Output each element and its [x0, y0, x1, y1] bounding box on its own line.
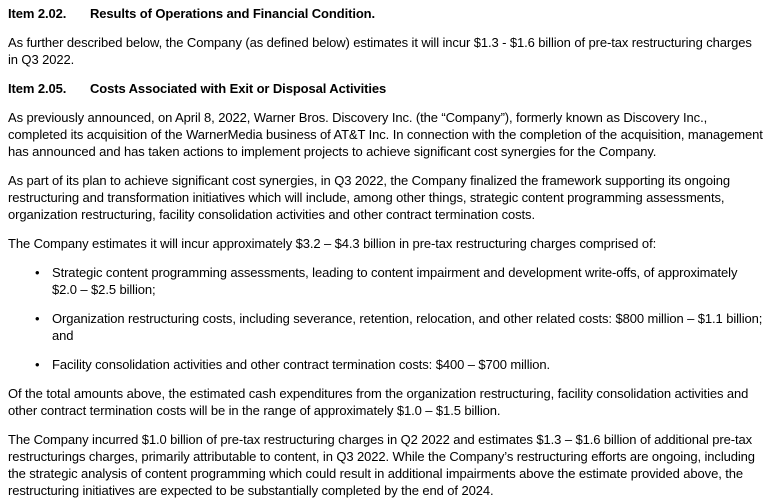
- list-item-facility-consolidation: [8, 356, 765, 373]
- item-2-05-title: Costs Associated with Exit or Disposal Activities: [90, 81, 387, 96]
- bullet-text-organization-restructuring: Organization restructuring costs, including severance, retention, relocation, and other related costs: $800 million – $1.1 billion; and: [52, 311, 763, 343]
- section-heading-item-2-02: [8, 5, 765, 22]
- bullet-icon: •: [35, 311, 40, 326]
- paragraph-pretax-estimate: As further described below, the Company (as defined below) estimates it will incur $1.3 - $1.6 billion of pre-tax restructuring charges in Q3 2022.: [8, 35, 752, 67]
- paragraph-cost-synergies-plan: As part of its plan to achieve significant cost synergies, in Q3 2022, the Company finalized the framework supporting its ongoing restructuring and transformation initiatives which will include, among other things, strategic content programming assessments, organization restructuring, facility consolidation activities and other contract termination costs.: [8, 173, 731, 222]
- list-item-organization-restructuring: [8, 310, 765, 344]
- bullet-text-facility-consolidation: Facility consolidation activities and other contract termination costs: $400 – $700 million.: [52, 357, 551, 372]
- paragraph-cash-expenditures: Of the total amounts above, the estimated cash expenditures from the organization restructuring, facility consolidation activities and other contract termination costs will be in the range of approximately $1.0 – $1.5 billion.: [8, 386, 749, 418]
- list-item-content-programming: [8, 264, 765, 298]
- paragraph-q2-charges-outlook: The Company incurred $1.0 billion of pre-tax restructuring charges in Q2 2022 and estimates $1.3 – $1.6 billion of additional pre-tax restructurings charges, primarily attributable to content, in Q3 2022. While the Company’s restructuring efforts are ongoing, including the strategic analysis of content programming which could result in additional impairments above the estimate provided above, the restructuring initiatives are expected to be substantially completed by the end of 2024.: [8, 432, 755, 498]
- bullet-icon: •: [35, 357, 40, 372]
- item-2-02-number: Item 2.02.: [8, 6, 67, 21]
- item-2-05-number: Item 2.05.: [8, 81, 67, 96]
- bullet-text-content-programming: Strategic content programming assessments, leading to content impairment and development write-offs, of approximately $2.0 – $2.5 billion;: [52, 265, 738, 297]
- bullet-icon: •: [35, 265, 40, 280]
- item-2-02-title: Results of Operations and Financial Condition.: [90, 6, 376, 21]
- section-heading-item-2-05: [8, 80, 765, 97]
- paragraph-acquisition-background: As previously announced, on April 8, 2022, Warner Bros. Discovery Inc. (the “Company”), formerly known as Discovery Inc., completed its acquisition of the WarnerMedia business of AT&T Inc. In connection with the completion of the acquisition, management has announced and has taken actions to implement projects to achieve significant cost synergies for the Company.: [8, 110, 763, 159]
- paragraph-charges-intro: The Company estimates it will incur approximately $3.2 – $4.3 billion in pre-tax restructuring charges comprised of:: [8, 236, 657, 251]
